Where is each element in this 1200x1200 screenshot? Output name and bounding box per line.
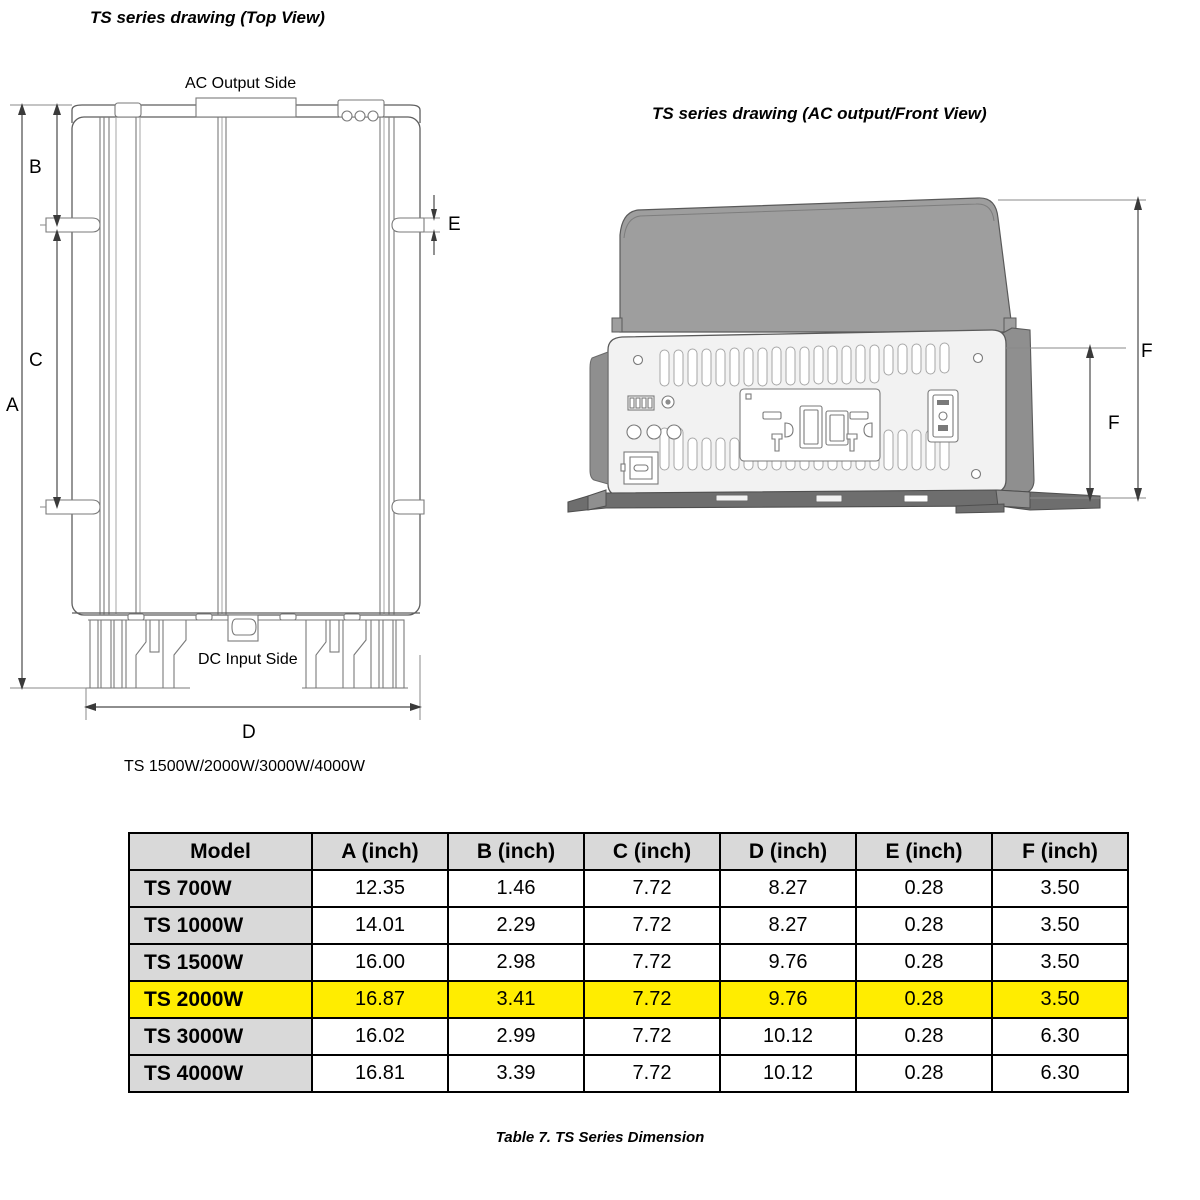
cell-f: 3.50 <box>992 870 1128 907</box>
dimension-label-f-inner: F <box>1108 413 1120 434</box>
column-header-d: D (inch) <box>720 833 856 870</box>
front-view-drawing <box>560 180 1160 540</box>
cell-f: 3.50 <box>992 981 1128 1018</box>
cell-model: TS 700W <box>129 870 312 907</box>
cell-f: 6.30 <box>992 1018 1128 1055</box>
cell-d: 9.76 <box>720 981 856 1018</box>
cell-b: 2.99 <box>448 1018 584 1055</box>
table-row <box>129 1018 1128 1055</box>
column-header-c: C (inch) <box>584 833 720 870</box>
remote-port <box>621 452 658 484</box>
cell-b: 2.98 <box>448 944 584 981</box>
cell-c: 7.72 <box>584 870 720 907</box>
table-row <box>129 1055 1128 1092</box>
cell-b: 3.41 <box>448 981 584 1018</box>
cell-d: 10.12 <box>720 1018 856 1055</box>
top-view-model-note: TS 1500W/2000W/3000W/4000W <box>124 758 366 775</box>
table-caption: Table 7. TS Series Dimension <box>495 1129 705 1146</box>
cell-a: 14.01 <box>312 907 448 944</box>
cell-e: 0.28 <box>856 1018 992 1055</box>
table-body <box>129 870 1128 1092</box>
cell-a: 16.02 <box>312 1018 448 1055</box>
cell-d: 9.76 <box>720 944 856 981</box>
cell-e: 0.28 <box>856 981 992 1018</box>
column-header-f: F (inch) <box>992 833 1128 870</box>
front-view-title: TS series drawing (AC output/Front View) <box>652 104 987 123</box>
cell-model: TS 1000W <box>129 907 312 944</box>
dimension-table-container <box>128 832 1127 1093</box>
column-header-model: Model <box>129 833 312 870</box>
dimension-label-a: A <box>6 395 19 416</box>
cell-d: 10.12 <box>720 1055 856 1092</box>
column-header-e: E (inch) <box>856 833 992 870</box>
dip-switch <box>628 396 654 410</box>
column-header-a: A (inch) <box>312 833 448 870</box>
cell-f: 3.50 <box>992 944 1128 981</box>
table-row <box>129 870 1128 907</box>
cell-c: 7.72 <box>584 1055 720 1092</box>
cell-d: 8.27 <box>720 870 856 907</box>
dimension-label-c: C <box>29 350 43 371</box>
cell-c: 7.72 <box>584 1018 720 1055</box>
table-header-row <box>129 833 1128 870</box>
cell-f: 6.30 <box>992 1055 1128 1092</box>
cell-model: TS 4000W <box>129 1055 312 1092</box>
cell-d: 8.27 <box>720 907 856 944</box>
dimension-label-e: E <box>448 214 461 235</box>
cell-a: 16.87 <box>312 981 448 1018</box>
cell-model: TS 1500W <box>129 944 312 981</box>
cell-a: 16.00 <box>312 944 448 981</box>
top-view-title: TS series drawing (Top View) <box>90 8 325 27</box>
cell-c: 7.72 <box>584 981 720 1018</box>
dimension-label-b: B <box>29 157 42 178</box>
cell-c: 7.72 <box>584 944 720 981</box>
cell-b: 3.39 <box>448 1055 584 1092</box>
dimension-table <box>128 832 1129 1093</box>
top-view-drawing <box>0 95 470 720</box>
cell-a: 12.35 <box>312 870 448 907</box>
cell-model: TS 3000W <box>129 1018 312 1055</box>
table-row <box>129 944 1128 981</box>
ac-output-side-label: AC Output Side <box>185 75 297 92</box>
dimension-label-d: D <box>238 722 260 744</box>
cell-c: 7.72 <box>584 907 720 944</box>
column-header-b: B (inch) <box>448 833 584 870</box>
cell-a: 16.81 <box>312 1055 448 1092</box>
cell-e: 0.28 <box>856 944 992 981</box>
cell-model: TS 2000W <box>129 981 312 1018</box>
dimension-label-f-outer: F <box>1141 341 1153 362</box>
cell-e: 0.28 <box>856 1055 992 1092</box>
cell-b: 1.46 <box>448 870 584 907</box>
ac-outlet-plate <box>740 389 880 461</box>
dc-input-side-label: DC Input Side <box>198 651 298 668</box>
table-row <box>129 907 1128 944</box>
cell-e: 0.28 <box>856 907 992 944</box>
power-switch <box>928 390 958 442</box>
cell-f: 3.50 <box>992 907 1128 944</box>
table-row-highlighted <box>129 981 1128 1018</box>
cell-e: 0.28 <box>856 870 992 907</box>
cell-b: 2.29 <box>448 907 584 944</box>
